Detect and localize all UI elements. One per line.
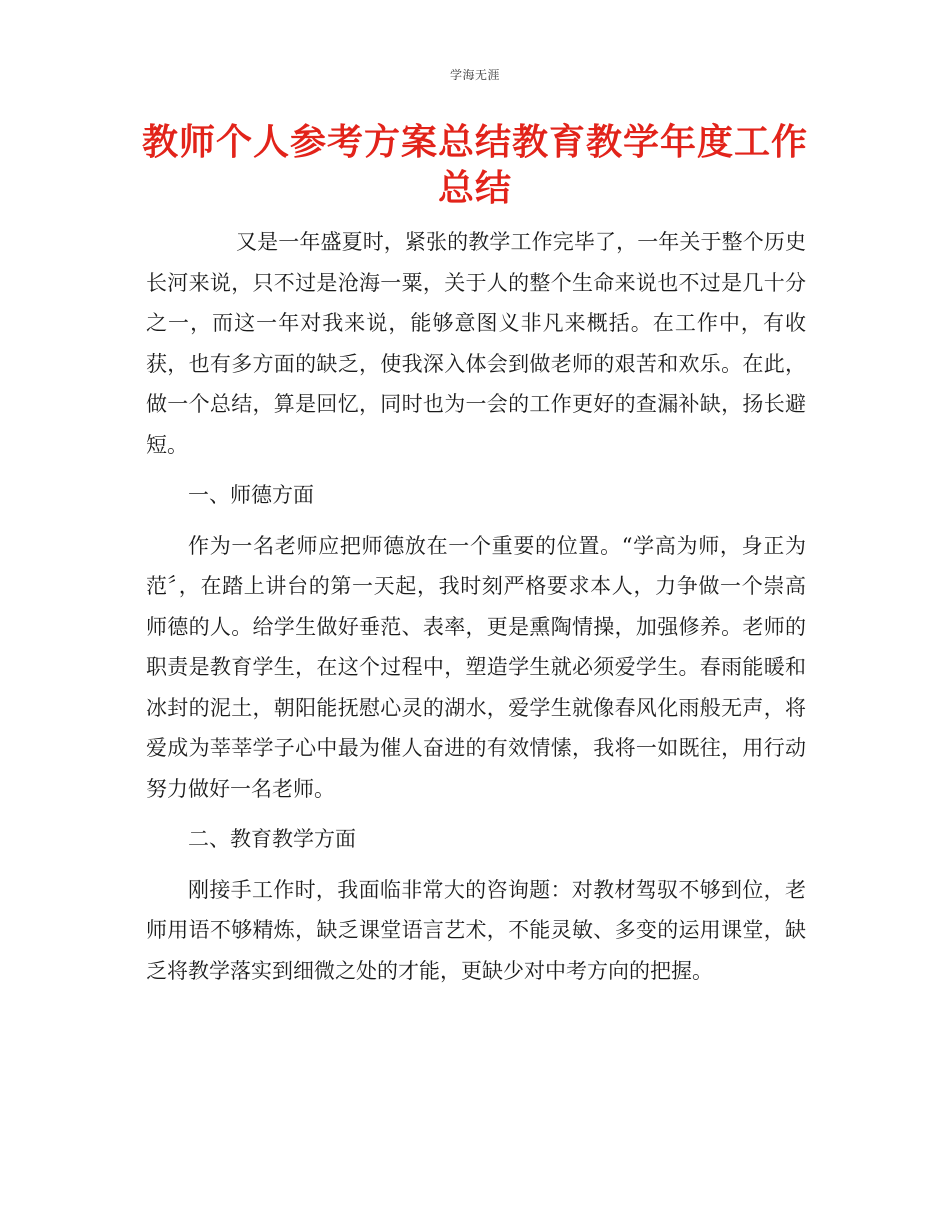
page-header: 学海无涯 xyxy=(449,68,500,82)
paragraph-teaching: 刚接手工作时，我面临非常大的咨询题：对教材驾驭不够到位，老师用语不够精炼，缺乏课堂语言艺术，不能灵敏、多变的运用课堂，缺乏将教学落实到细微之处的才能，更缺少对中考方向的把握。 xyxy=(146,877,806,983)
paragraph-intro: 又是一年盛夏时，紧张的教学工作完毕了，一年关于整个历史长河来说，只不过是沧海一粟，关于人的整个生命来说也不过是几十分之一，而这一年对我来说，能够意图义非凡来概括。在工作中，有收获，也有多方面的缺乏，使我深入体会到做老师的艰苦和欢乐。在此，做一个总结，算是回忆，同时也为一会的工作更好的查漏补缺，扬长避短。 xyxy=(146,230,806,457)
section-heading-teaching: 二、教育教学方面 xyxy=(188,827,356,851)
section-heading-ethics: 一、师德方面 xyxy=(188,483,314,507)
document-title: 教师个人参考方案总结教育教学年度工作总结 xyxy=(141,122,808,209)
document-body xyxy=(146,222,806,991)
paragraph-ethics: 作为一名老师应把师德放在一个重要的位置。“学高为师，身正为范〞，在踏上讲台的第一天起，我时刻严格要求本人，力争做一个崇高师德的人。给学生做好垂范、表率，更是熏陶情操，加强修养。老师的职责是教育学生，在这个过程中，塑造学生就必须爱学生。春雨能暖和冰封的泥土，朝阳能抚慰心灵的湖水，爱学生就像春风化雨般无声，将爱成为莘莘学子心中最为催人奋进的有效情愫，我将一如既往，用行动努力做好一名老师。 xyxy=(146,533,806,801)
